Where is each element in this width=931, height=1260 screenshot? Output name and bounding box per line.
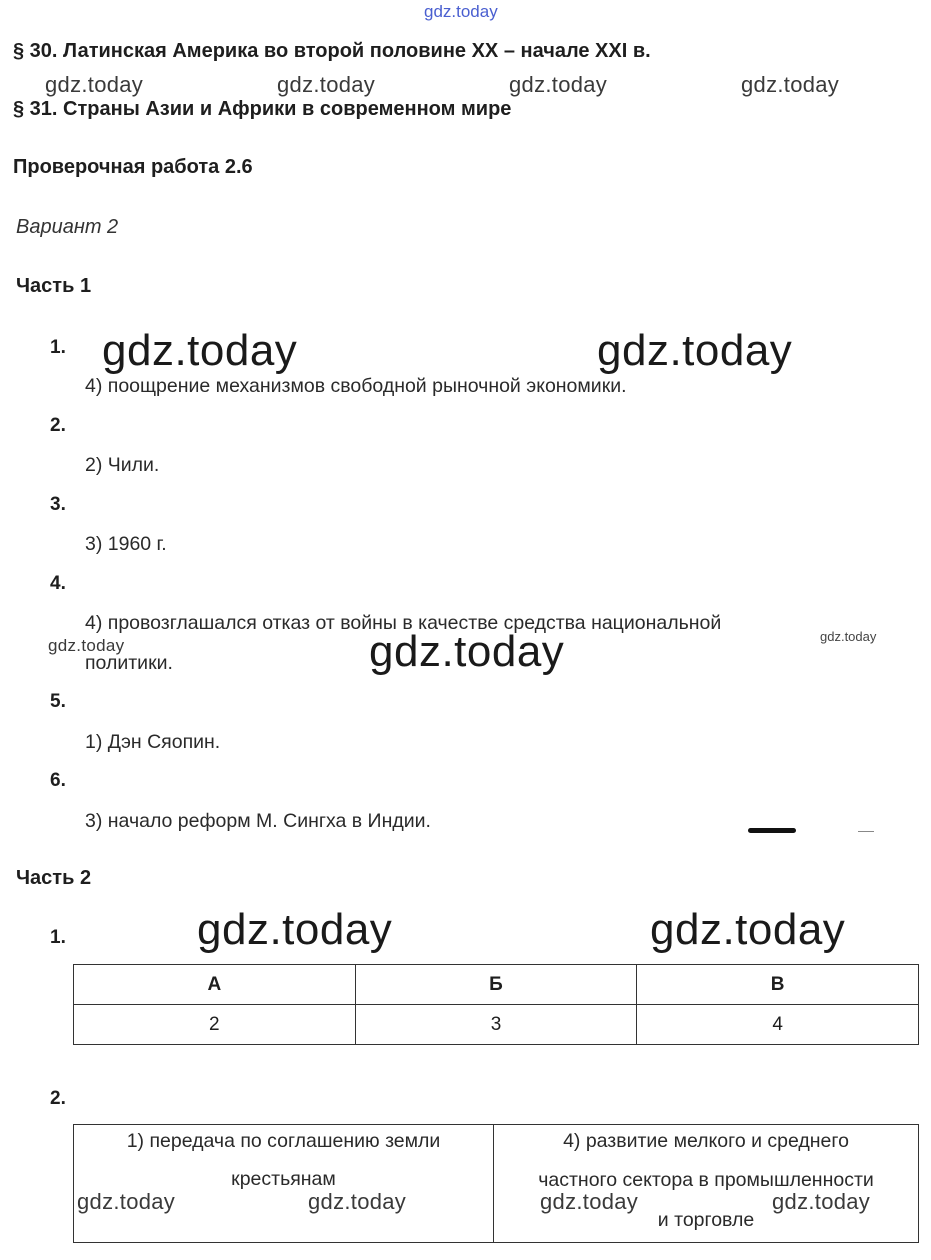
ink-smudge — [748, 828, 796, 833]
table-cell-text: частного сектора в промышленности — [538, 1169, 874, 1191]
table-header-cell: Б — [355, 965, 637, 1005]
test-title: Проверочная работа 2.6 — [13, 156, 253, 178]
watermark: gdz.today — [277, 72, 376, 97]
table-cell: 4 — [637, 1005, 919, 1045]
watermark: gdz.today — [772, 1189, 871, 1214]
answer-text: 2) Чили. — [85, 454, 160, 476]
watermark: gdz.today — [369, 627, 565, 676]
watermark: gdz.today — [48, 636, 125, 655]
answer-text: 4) поощрение механизмов свободной рыночной экономики. — [85, 375, 627, 397]
answer-text: 1) Дэн Сяопин. — [85, 731, 221, 753]
table-row — [74, 1005, 919, 1045]
question-number: 1. — [50, 337, 66, 358]
question-number: 2. — [50, 415, 66, 436]
question-number: 3. — [50, 494, 66, 515]
table-header-row — [74, 965, 919, 1005]
watermark: gdz.today — [650, 905, 846, 954]
ink-smudge — [858, 831, 874, 832]
table-cell-text: 4) развитие мелкого и среднего — [563, 1130, 849, 1152]
part-1-title: Часть 1 — [16, 275, 92, 297]
question-number: 4. — [50, 573, 66, 594]
variant-label: Вариант 2 — [16, 216, 119, 238]
watermark: gdz.today — [45, 72, 144, 97]
table-cell-text: крестьянам — [231, 1168, 336, 1190]
answer-table-2 — [73, 1124, 919, 1243]
watermark: gdz.today — [424, 2, 498, 21]
watermark: gdz.today — [540, 1189, 639, 1214]
answer-text: политики. — [85, 652, 173, 674]
watermark: gdz.today — [102, 326, 298, 375]
watermark: gdz.today — [741, 72, 840, 97]
question-number: 1. — [50, 927, 66, 948]
section-31-title: § 31. Страны Азии и Африки в современном мире — [13, 98, 512, 120]
table-cell: 3 — [355, 1005, 637, 1045]
answer-text: 3) начало реформ М. Сингха в Индии. — [85, 810, 431, 832]
watermark: gdz.today — [597, 326, 793, 375]
watermark: gdz.today — [820, 629, 877, 644]
answer-text: 3) 1960 г. — [85, 533, 167, 555]
watermark: gdz.today — [197, 905, 393, 954]
question-number: 6. — [50, 770, 66, 791]
watermark: gdz.today — [77, 1189, 176, 1214]
table-cell-text: и торговле — [657, 1209, 755, 1231]
section-30-title: § 30. Латинская Америка во второй половине XX – начале XXI в. — [13, 40, 651, 62]
table-cell: 2 — [74, 1005, 356, 1045]
question-number: 5. — [50, 691, 66, 712]
answer-text: 4) провозглашался отказ от войны в качестве средства национальной — [85, 612, 722, 634]
table-header-cell: В — [637, 965, 919, 1005]
watermark: gdz.today — [308, 1189, 407, 1214]
answer-table — [73, 964, 919, 1045]
table-cell-text: 1) передача по соглашению земли — [126, 1130, 441, 1152]
table-header-cell: А — [74, 965, 356, 1005]
watermark: gdz.today — [509, 72, 608, 97]
question-number: 2. — [50, 1088, 66, 1109]
part-2-title: Часть 2 — [16, 867, 92, 889]
